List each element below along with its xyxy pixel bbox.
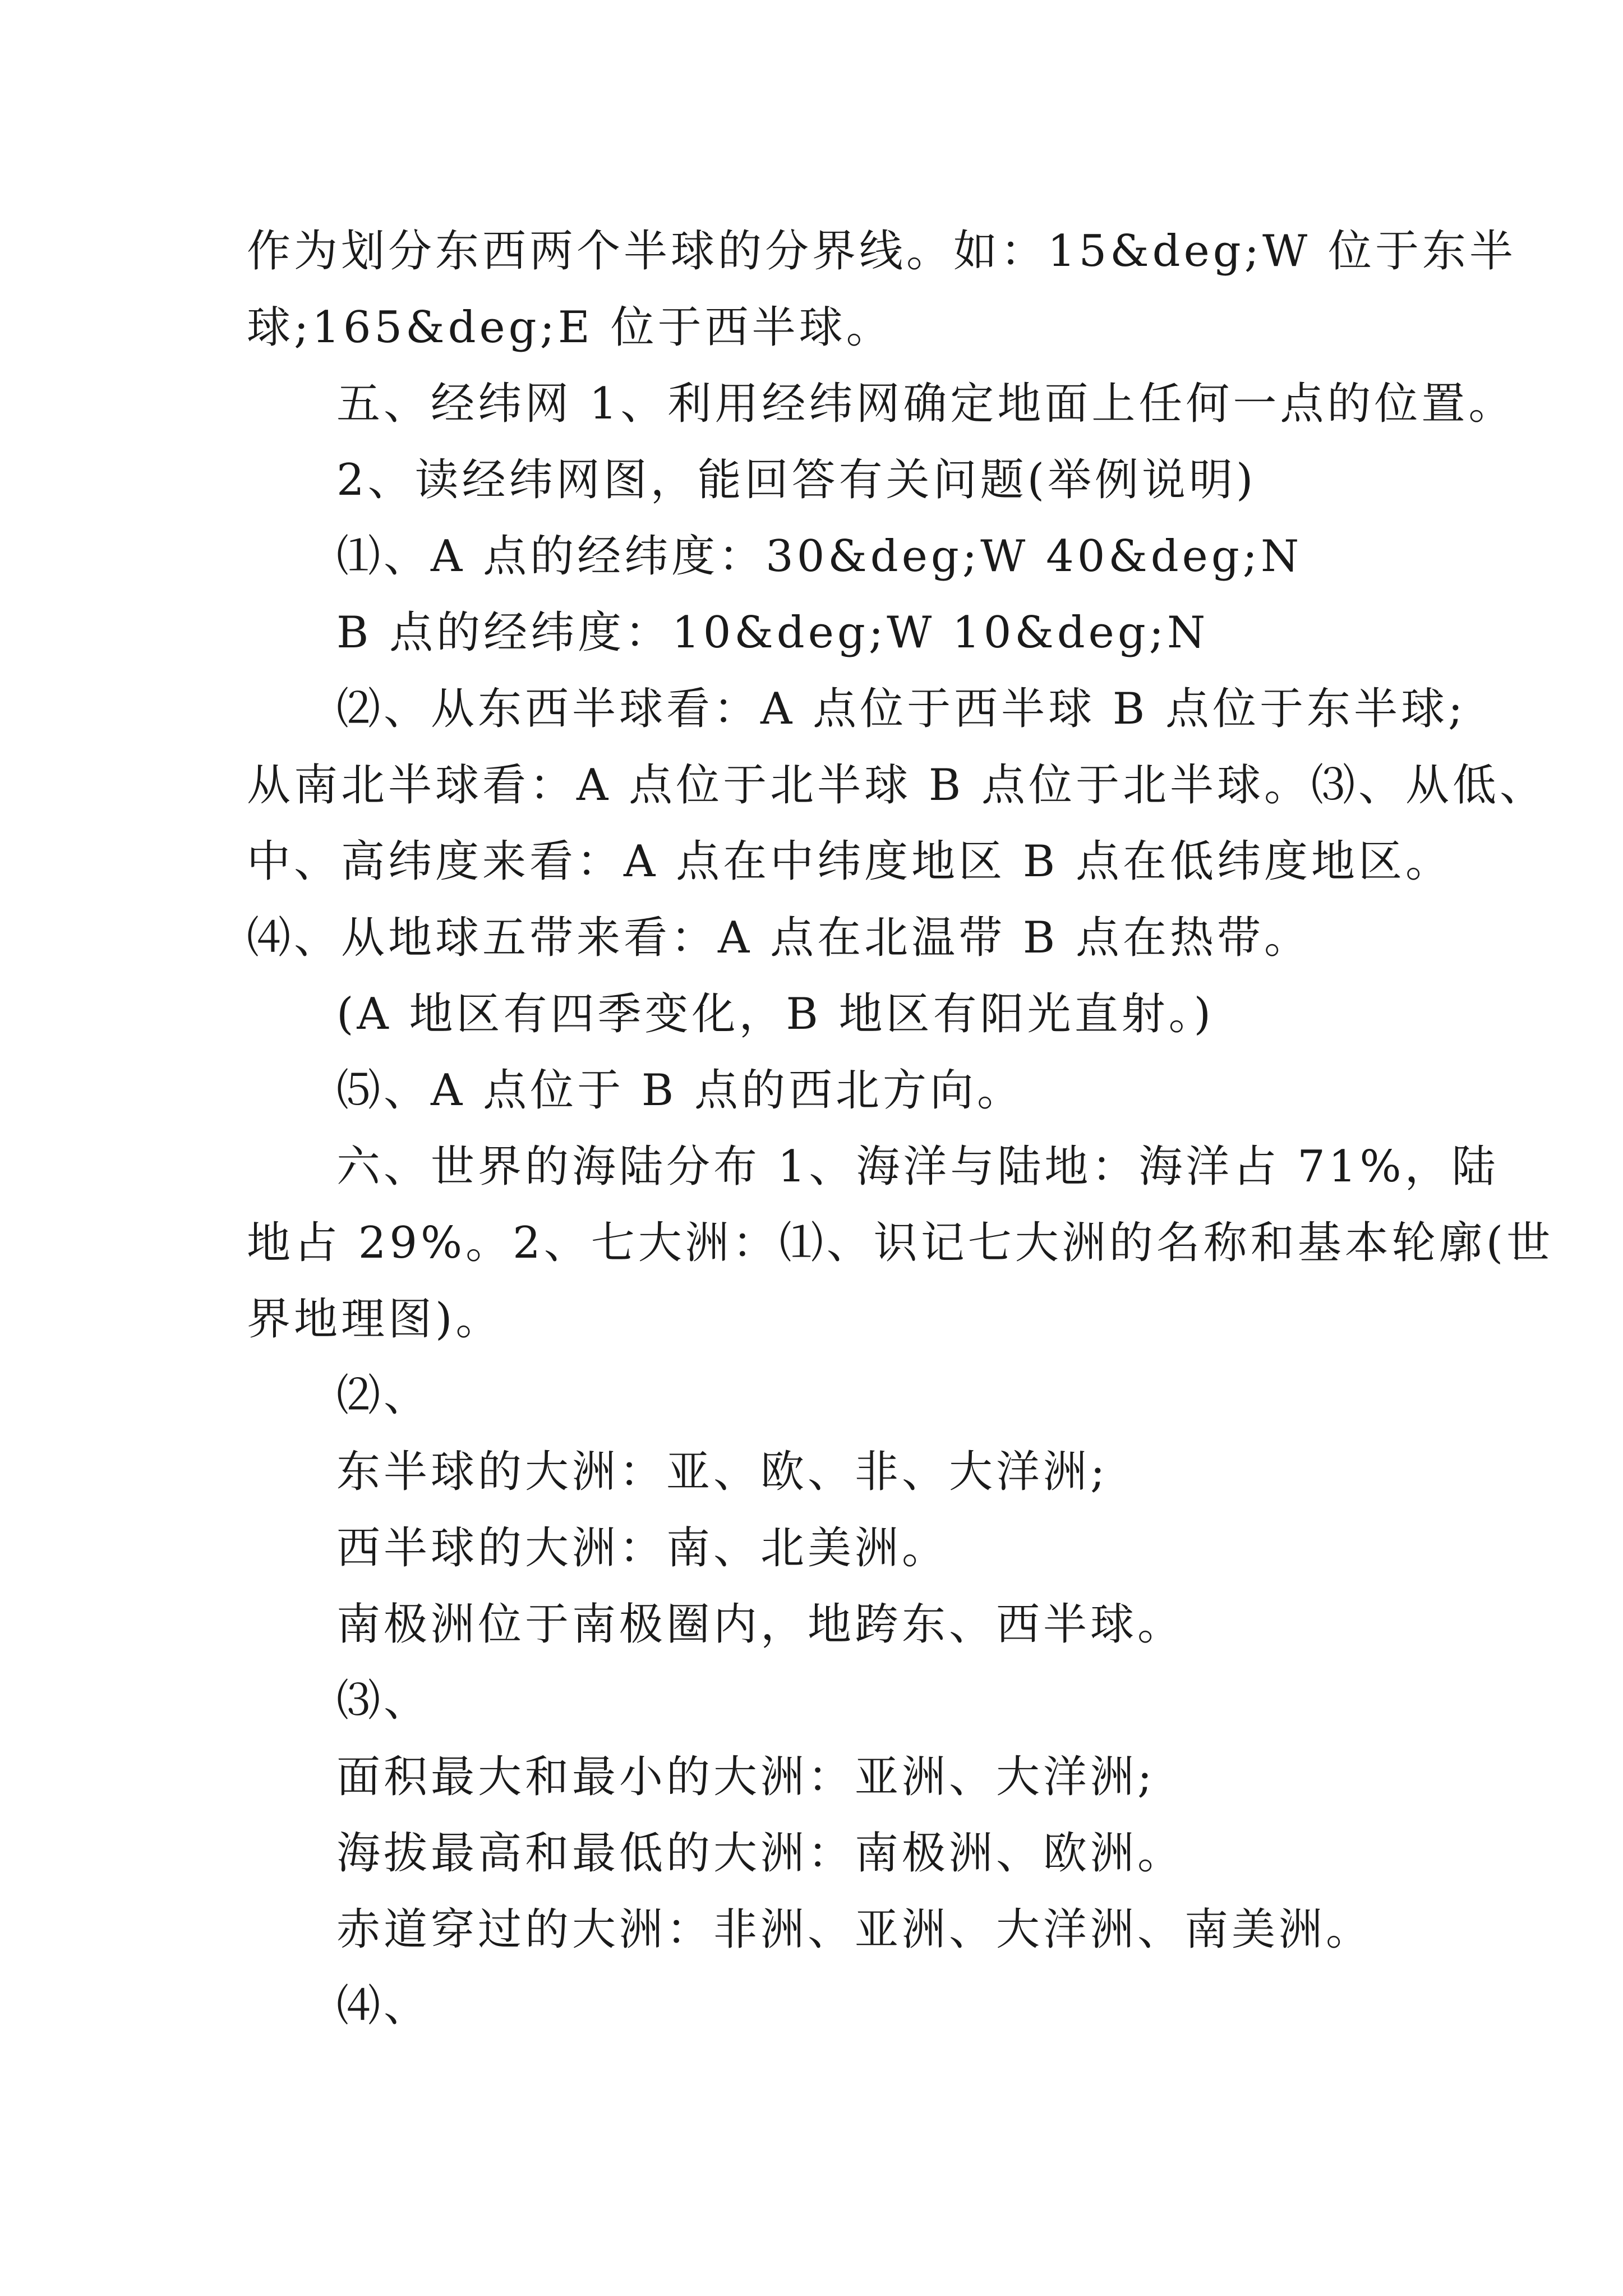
- text-line-23: 赤道穿过的大洲：非洲、亚洲、大洋洲、南美洲。: [336, 1904, 1373, 1955]
- text-line-4: 2、读经纬网图，能回答有关问题(举例说明): [336, 455, 1257, 505]
- text-line-22: 海拔最高和最低的大洲：南极洲、欧洲。: [336, 1828, 1185, 1879]
- text-line-10: ⑷、从地球五带来看：A 点在北温带 B 点在热带。: [247, 913, 1312, 963]
- text-line-8: 从南北半球看：A 点位于北半球 B 点位于北半球。⑶、从低、: [247, 760, 1547, 811]
- text-line-17: 东半球的大洲：亚、欧、非、大洋洲;: [336, 1447, 1109, 1497]
- text-line-15: 界地理图)。: [247, 1294, 503, 1345]
- text-line-19: 南极洲位于南极圈内，地跨东、西半球。: [336, 1599, 1185, 1650]
- text-line-20: ⑶、: [336, 1676, 431, 1726]
- text-line-2: 球;165&deg;E 位于西半球。: [247, 302, 893, 353]
- text-line-13: 六、世界的海陆分布 1、海洋与陆地：海洋占 71%，陆: [336, 1142, 1499, 1192]
- text-line-3: 五、经纬网 1、利用经纬网确定地面上任何一点的位置。: [336, 379, 1516, 429]
- text-line-21: 面积最大和最小的大洲：亚洲、大洋洲;: [336, 1752, 1156, 1802]
- document-body: [247, 213, 1554, 2044]
- text-line-16: ⑵、: [336, 1370, 431, 1421]
- text-line-14: 地占 29%。2、七大洲：⑴、识记七大洲的名称和基本轮廓(世: [247, 1218, 1554, 1268]
- text-line-9: 中、高纬度来看：A 点在中纬度地区 B 点在低纬度地区。: [247, 836, 1453, 887]
- text-line-24: ⑷、: [336, 1981, 431, 2031]
- text-line-11: (A 地区有四季变化，B 地区有阳光直射。): [336, 989, 1215, 1039]
- text-line-5: ⑴、A 点的经纬度：30&deg;W 40&deg;N: [336, 531, 1303, 582]
- text-line-6: B 点的经纬度：10&deg;W 10&deg;N: [336, 608, 1209, 658]
- text-line-12: ⑸、A 点位于 B 点的西北方向。: [336, 1065, 1025, 1116]
- text-line-1: 作为划分东西两个半球的分界线。如：15&deg;W 位于东半: [247, 226, 1516, 277]
- text-line-18: 西半球的大洲：南、北美洲。: [336, 1523, 949, 1573]
- text-line-7: ⑵、从东西半球看：A 点位于西半球 B 点位于东半球;: [336, 684, 1467, 734]
